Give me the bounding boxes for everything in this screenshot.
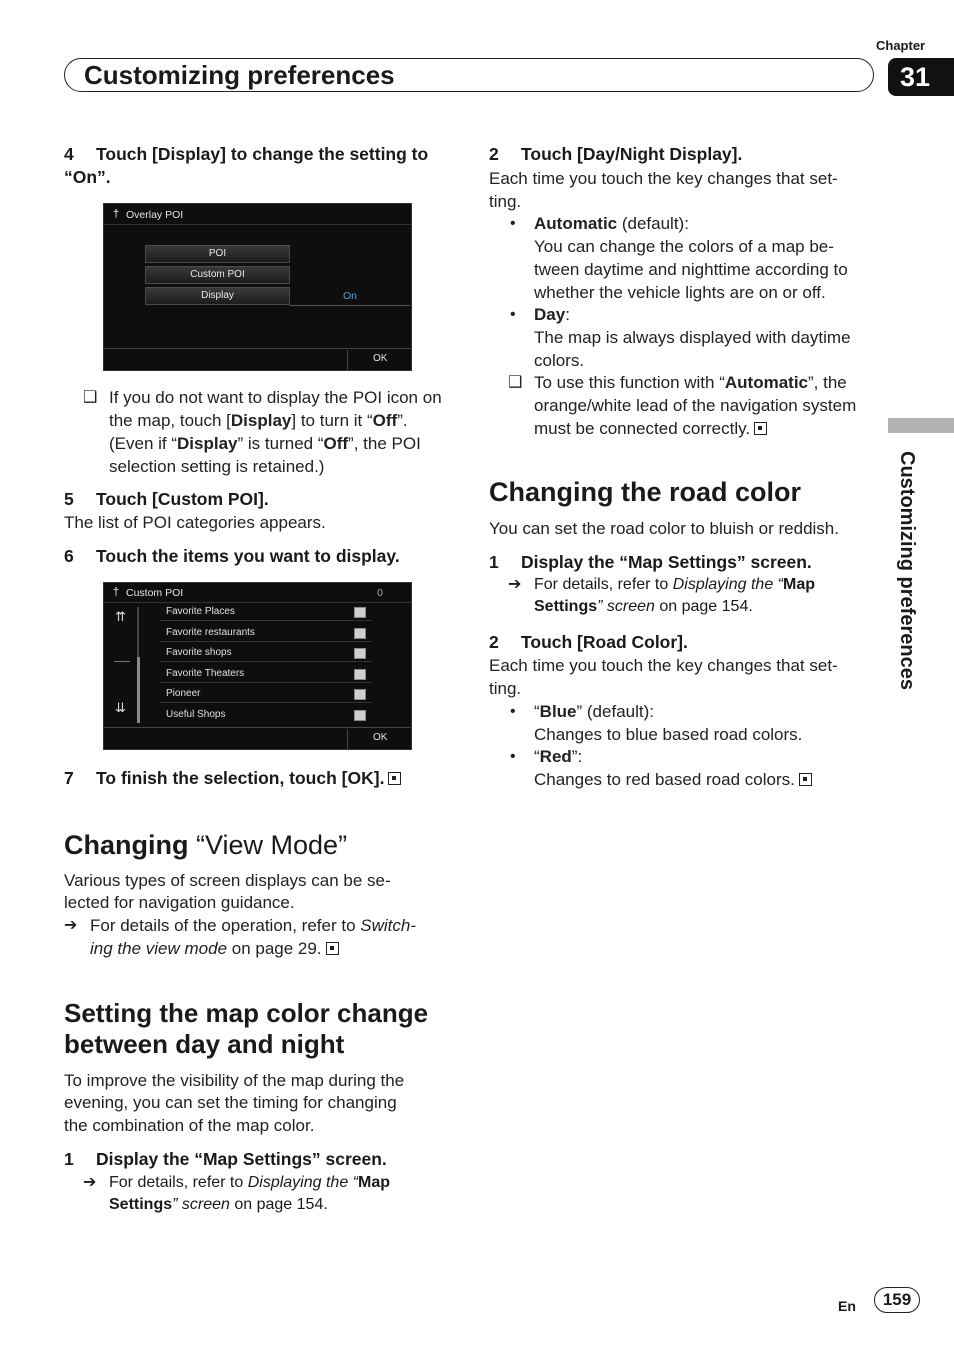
heading-road-color: Changing the road color — [489, 477, 802, 507]
option-day: • Day: The map is always displayed with daytime colors. — [510, 305, 851, 370]
bullet-icon: • — [510, 215, 516, 232]
map-color-step-1: 1 Display the “Map Settings” screen. — [64, 1149, 387, 1169]
poi-button[interactable]: POI — [145, 245, 290, 263]
heading-map-color: Setting the map color change between day and night — [64, 998, 429, 1059]
arrow-icon: ➔ — [508, 576, 522, 593]
page-number: 159 — [874, 1287, 920, 1313]
pioneer-logo-icon: † — [113, 208, 120, 220]
custom-poi-screenshot — [103, 582, 412, 750]
view-mode-body-2: lected for navigation guidance. — [64, 893, 295, 912]
item-checkbox[interactable] — [354, 648, 366, 659]
end-mark-icon — [326, 942, 339, 955]
map-color-body-1: To improve the visibility of the map during the — [64, 1071, 405, 1090]
road-color-step-2: 2 Touch [Road Color]. — [489, 632, 688, 652]
language-label: En — [838, 1298, 856, 1314]
option-automatic: • Automatic (default): You can change the colors of a map be- tween daytime and nighttime according to whether the vehicle lights are on or off. — [510, 214, 848, 302]
option-red: • “Red”: Changes to red based road colors. — [534, 745, 879, 791]
map-color-body-2: evening, you can set the timing for changing — [64, 1093, 397, 1112]
note-box-icon: ❑ — [508, 374, 523, 391]
road-color-reference: ➔ For details, refer to Displaying the “Map Settings” screen on page 154. — [508, 576, 815, 615]
custom-poi-button[interactable]: Custom POI — [145, 266, 290, 284]
step-5-body: The list of POI categories appears. — [64, 513, 326, 532]
road-color-body-2: ting. — [489, 679, 522, 698]
screen-title: Custom POI — [126, 587, 184, 599]
list-item[interactable]: Useful Shops — [166, 709, 226, 720]
chapter-label: Chapter — [876, 38, 926, 53]
list-item[interactable]: Favorite restaurants — [166, 627, 255, 638]
side-tab-label: Customizing preferences — [896, 451, 918, 690]
scroll-down-icon[interactable]: ⇊ — [115, 700, 126, 715]
list-item[interactable]: Favorite shops — [166, 647, 232, 658]
item-checkbox[interactable] — [354, 669, 366, 680]
day-night-body-2: ting. — [489, 192, 522, 211]
overlay-poi-screenshot — [103, 203, 412, 371]
scroll-up-icon[interactable]: ⇈ — [115, 609, 126, 624]
map-color-reference: ➔ For details, refer to Displaying the “Map Settings” screen on page 154. — [83, 1174, 390, 1213]
arrow-icon: ➔ — [64, 917, 78, 934]
display-value: On — [343, 290, 358, 302]
scrollbar-thumb[interactable] — [137, 657, 140, 723]
item-checkbox[interactable] — [354, 607, 366, 618]
day-night-step-2: 2 Touch [Day/Night Display]. — [489, 144, 743, 164]
chapter-number: 31 — [888, 58, 954, 96]
option-blue: • “Blue” (default): Changes to blue based road colors. — [510, 702, 803, 744]
map-color-body-3: the combination of the map color. — [64, 1116, 315, 1135]
note-automatic: ❑ To use this function with “Automatic”, the orange/white lead of the navigation system must be connected correctly. — [508, 373, 857, 438]
end-mark-icon — [799, 773, 812, 786]
road-color-body-1: Each time you touch the key changes that set- — [489, 656, 838, 675]
item-checkbox[interactable] — [354, 710, 366, 721]
ok-button[interactable]: OK — [373, 732, 388, 743]
list-item[interactable]: Favorite Theaters — [166, 668, 245, 679]
arrow-icon: ➔ — [83, 1174, 97, 1191]
screen-title: Overlay POI — [126, 209, 184, 221]
item-checkbox[interactable] — [354, 628, 366, 639]
display-button[interactable]: Display — [145, 287, 290, 305]
list-item[interactable]: Favorite Places — [166, 606, 235, 617]
bullet-icon: • — [510, 306, 516, 323]
note-display-off: ❑ If you do not want to display the POI icon on the map, touch [Display] to turn it “Off”. (Even if “Display” is turned “Off”, the POI selection setting is retained.) — [83, 388, 442, 476]
view-mode-body-1: Various types of screen displays can be se- — [64, 871, 391, 890]
end-mark-icon — [754, 422, 767, 435]
end-mark-icon — [388, 772, 401, 785]
item-checkbox[interactable] — [354, 689, 366, 700]
pioneer-logo-icon: † — [113, 586, 120, 598]
side-tab-bar — [888, 418, 954, 433]
view-mode-reference: ➔ For details of the operation, refer to Switch- ing the view mode on page 29. — [64, 916, 416, 958]
road-color-step-1: 1 Display the “Map Settings” screen. — [489, 552, 812, 572]
step-5: 5 Touch [Custom POI]. — [64, 489, 269, 509]
list-item[interactable]: Pioneer — [166, 688, 201, 699]
bullet-icon: • — [510, 748, 516, 765]
road-color-body: You can set the road color to bluish or reddish. — [489, 519, 839, 538]
step-6: 6 Touch the items you want to display. — [64, 546, 400, 566]
section-title: Customizing preferences — [84, 60, 395, 90]
heading-view-mode: Changing “View Mode” — [64, 830, 348, 860]
step-7: 7 To finish the selection, touch [OK]. — [64, 767, 456, 790]
ok-button[interactable]: OK — [373, 353, 388, 364]
bullet-icon: • — [510, 703, 516, 720]
day-night-body-1: Each time you touch the key changes that set- — [489, 169, 838, 188]
item-count: 0 — [377, 587, 383, 599]
note-box-icon: ❑ — [83, 389, 98, 406]
step-4: 4 Touch [Display] to change the setting to “On”. — [64, 144, 429, 187]
